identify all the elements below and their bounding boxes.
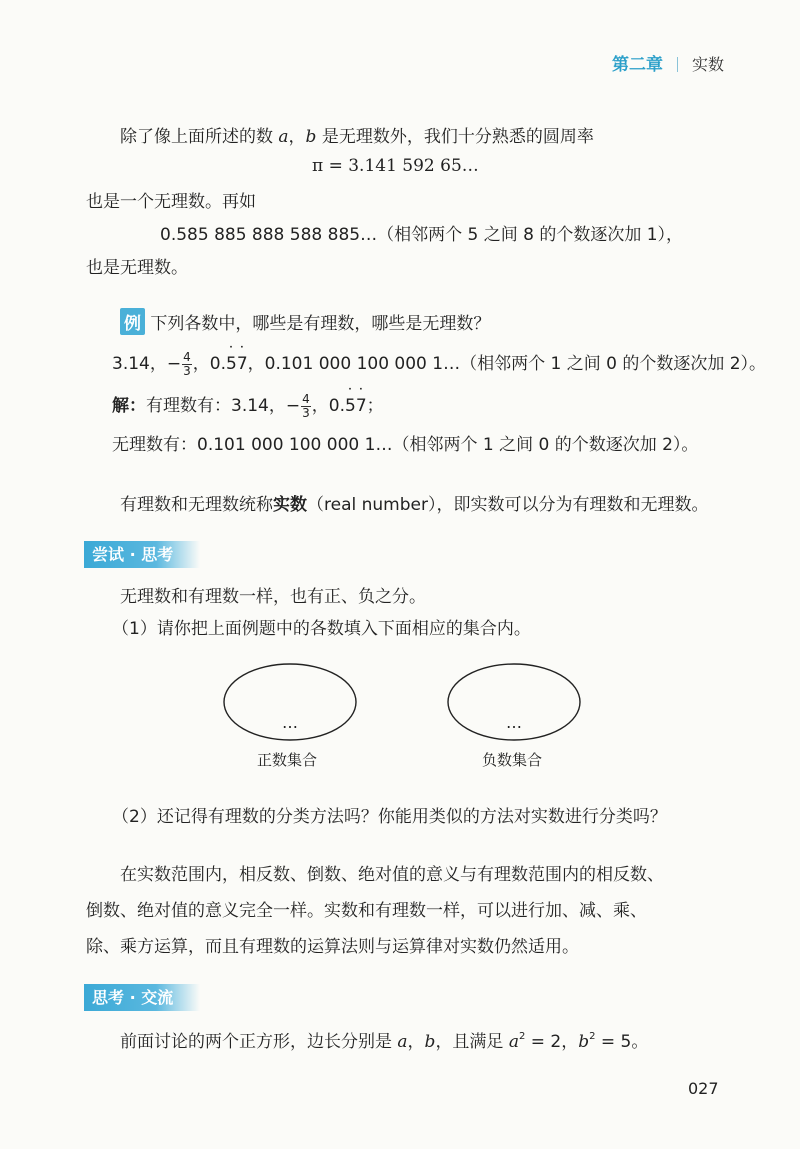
intro-line-3: 也是一个无理数。再如 xyxy=(86,192,256,212)
page-number: 027 xyxy=(688,1079,719,1098)
repeating-digit: ˙ 5 xyxy=(226,346,237,382)
body-line-3: 除、乘方运算，而且有理数的运算法则与运算律对实数仍然适用。 xyxy=(86,937,579,957)
solution-rational: 解：有理数有：3.14，− $\frac{4}{3}$ ，0.˙ 5˙ 7； xyxy=(112,388,384,424)
body-line-1: 在实数范围内，相反数、倒数、绝对值的意义与有理数范围内的相反数、 xyxy=(120,865,664,885)
pi-formula: π = 3.141 592 65… xyxy=(312,156,479,176)
positive-set-label: 正数集合 xyxy=(257,751,318,769)
chapter-label: 第二章 xyxy=(612,55,663,75)
fraction: $\frac{4}{3}$ xyxy=(302,391,310,420)
fraction: $\frac{4}{3}$ xyxy=(183,349,191,378)
intro-line-5: 也是无理数。 xyxy=(86,258,188,278)
question-1: （1）请你把上面例题中的各数填入下面相应的集合内。 xyxy=(112,619,531,639)
try-think-tag: 尝试 · 思考 xyxy=(84,541,200,568)
positive-set-ellipsis: … xyxy=(282,713,298,732)
negative-set-ellipsis: … xyxy=(506,713,522,732)
definition-line: 有理数和无理数统称实数（real number），即实数可以分为有理数和无理数。 xyxy=(120,495,709,515)
example-badge: 例 xyxy=(120,308,145,335)
example-question-text: 下列各数中，哪些是有理数，哪些是无理数？ xyxy=(150,314,491,334)
intro-line-4: 0.585 885 888 588 885…（相邻两个 5 之间 8 的个数逐次加 1）， xyxy=(160,225,684,245)
sets-diagram xyxy=(210,660,600,750)
negative-set-label: 负数集合 xyxy=(482,751,543,769)
intro-line-1: 除了像上面所述的数 a，b 是无理数外，我们十分熟悉的圆周率 xyxy=(120,127,594,147)
think-exchange-tag: 思考 · 交流 xyxy=(84,984,200,1011)
example-question xyxy=(120,308,490,335)
repeating-digit: ˙ 7 xyxy=(237,346,248,382)
repeating-digit: ˙ 7 xyxy=(356,388,367,424)
term-real-number: 实数 xyxy=(273,495,307,515)
solution-irrational: 无理数有：0.101 000 100 000 1…（相邻两个 1 之间 0 的个数逐次加 2）。 xyxy=(112,435,699,455)
example-numbers: 3.14，− $\frac{4}{3}$ ，0.˙ 5˙ 7，0.101 000 100 000 1…（相邻两个 1 之间 0 的个数逐次加 2）。 xyxy=(112,346,766,382)
body-line-2: 倒数、绝对值的意义完全一样。实数和有理数一样，可以进行加、减、乘、 xyxy=(86,901,647,921)
repeating-digit: ˙ 5 xyxy=(345,388,356,424)
question-2: （2）还记得有理数的分类方法吗？你能用类似的方法对实数进行分类吗？ xyxy=(112,807,667,827)
solution-label: 解： xyxy=(112,396,146,416)
think-exchange-line: 前面讨论的两个正方形，边长分别是 a，b，且满足 $a^2 = 2$，$b^2 = 5$。 xyxy=(120,1031,649,1052)
running-header xyxy=(612,50,724,75)
section-label: 实数 xyxy=(692,55,725,74)
try-think-line-1: 无理数和有理数一样，也有正、负之分。 xyxy=(120,587,426,607)
header-divider xyxy=(677,57,678,72)
